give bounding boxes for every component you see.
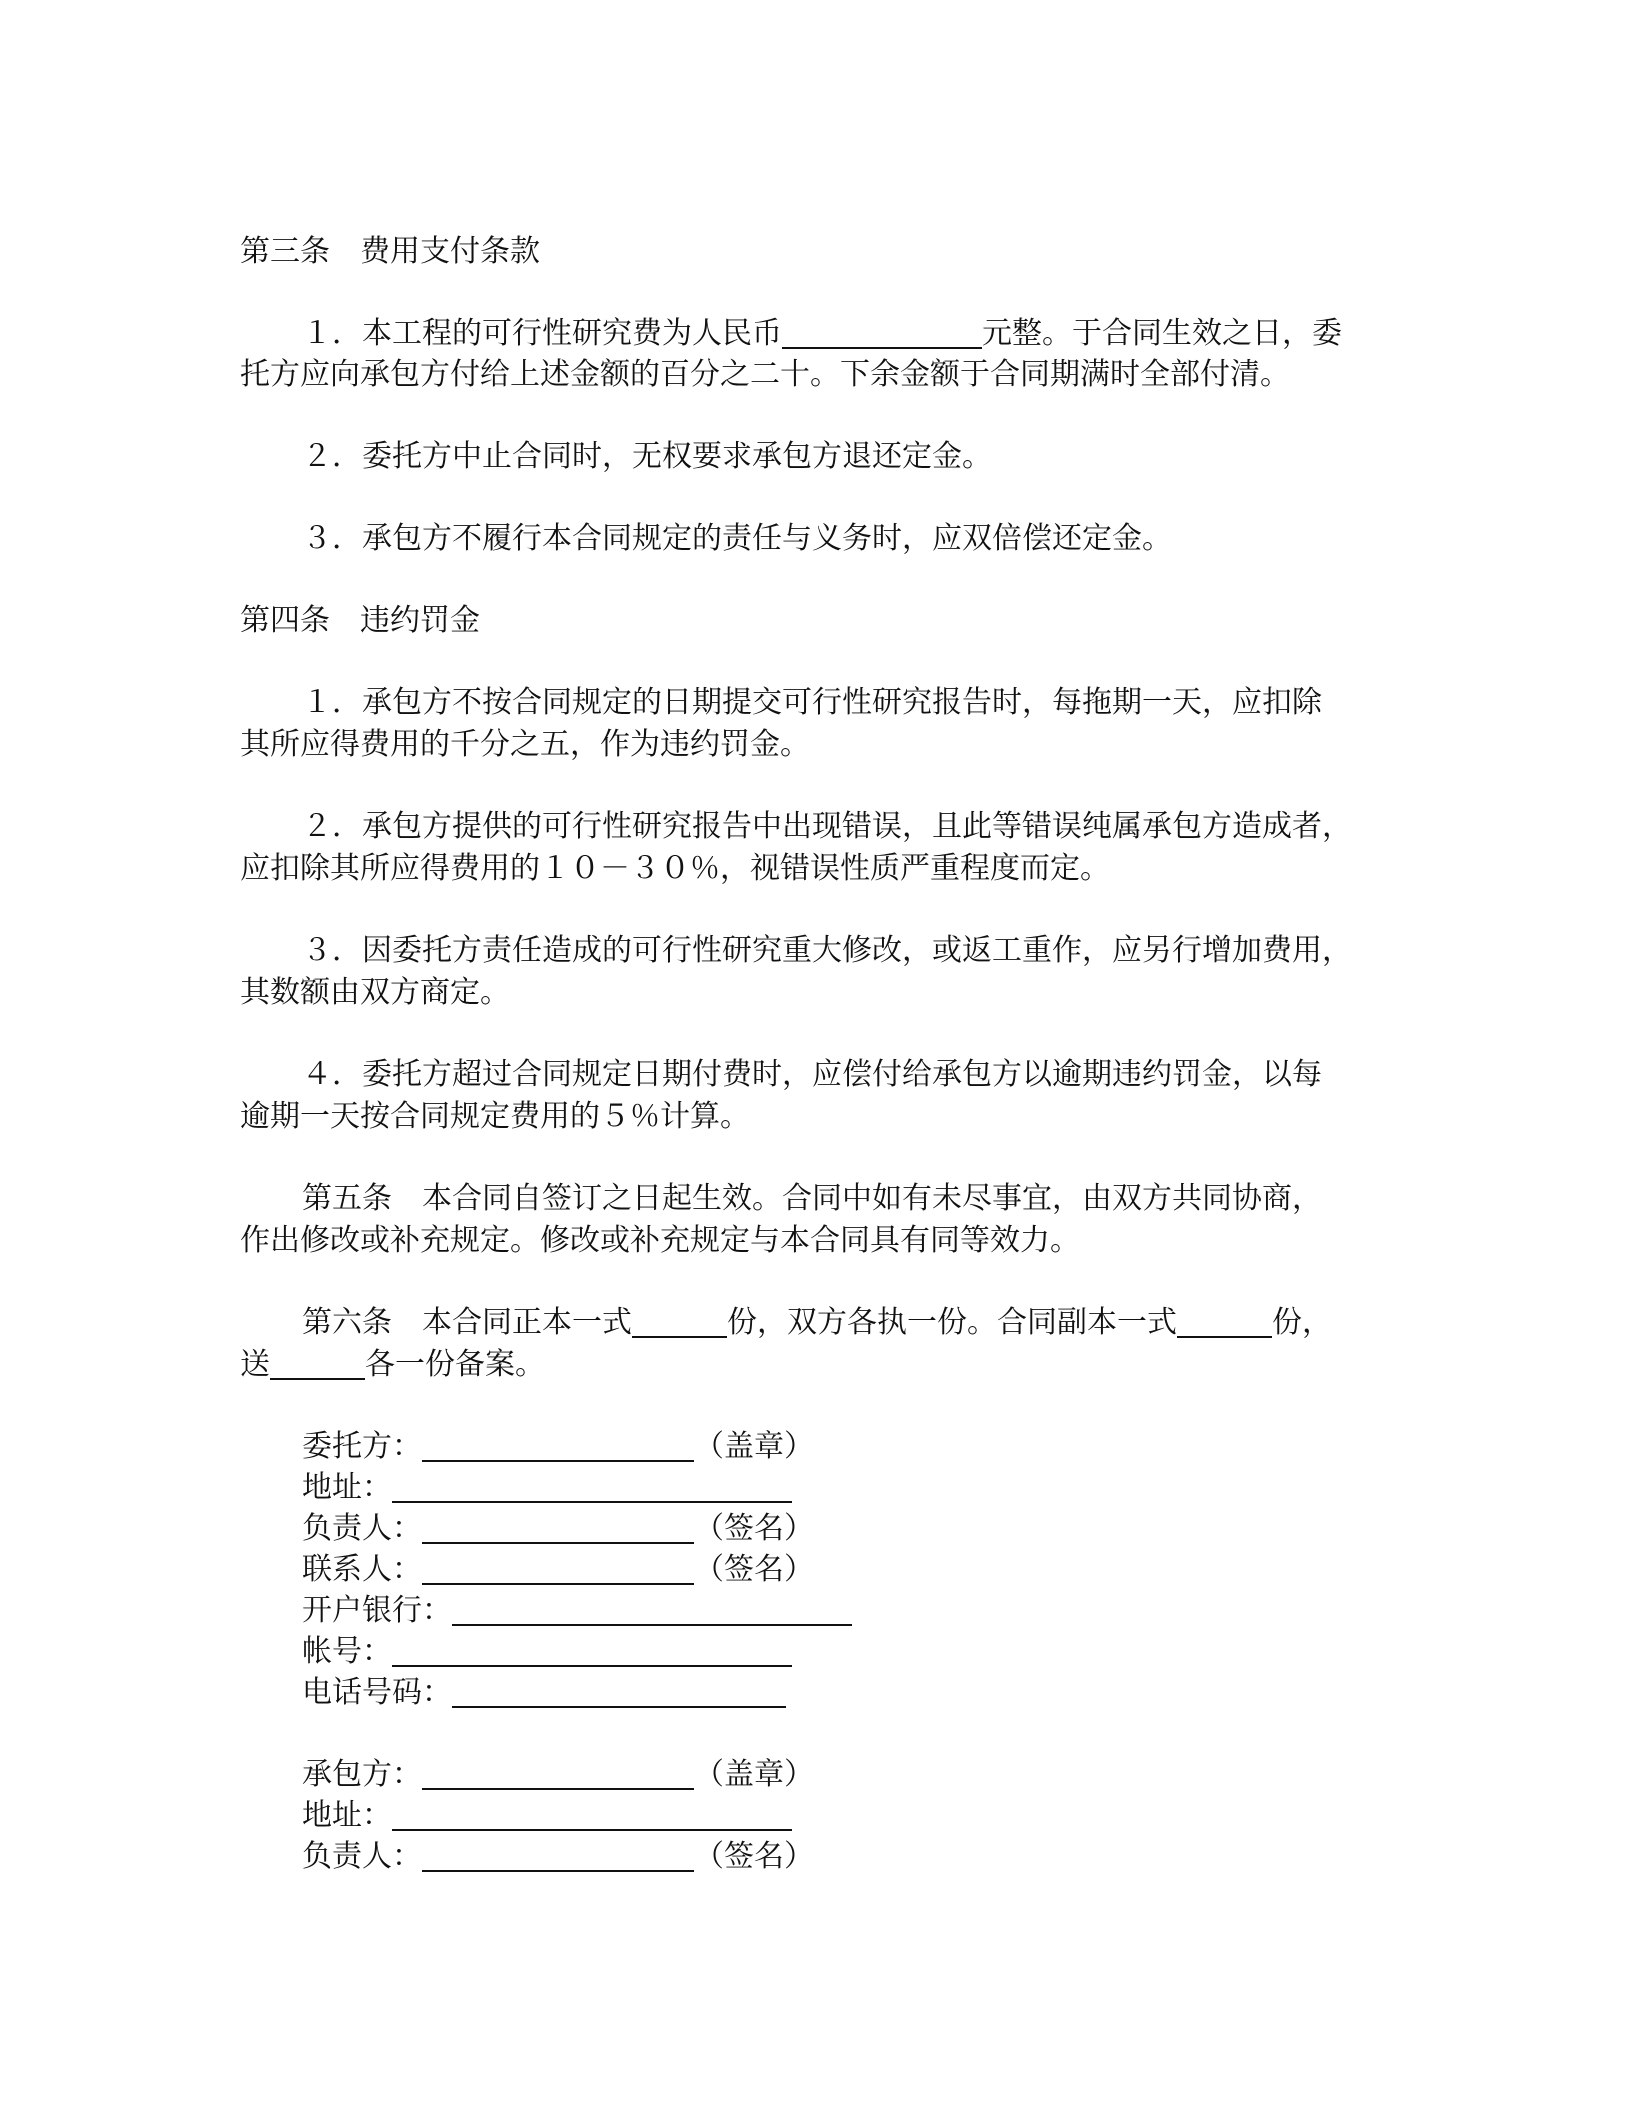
client-seal-label: （盖章） xyxy=(694,1429,814,1464)
client-contact-blank xyxy=(422,1553,694,1585)
contractor-address-row xyxy=(302,1795,1452,1837)
contractor-principal-label: 负责人： xyxy=(302,1839,422,1874)
contractor-seal-label: （盖章） xyxy=(694,1757,814,1792)
client-party-label: 委托方： xyxy=(302,1429,422,1464)
article5-line1: 第五条 本合同自签订之日起生效。合同中如有未尽事宜，由双方共同协商， xyxy=(302,1181,1322,1216)
article4-item2-line2: 应扣除其所应得费用的１０－３０％，视错误性质严重程度而定。 xyxy=(240,851,1110,886)
client-principal-row xyxy=(302,1508,1452,1550)
client-address-row xyxy=(302,1467,1452,1509)
client-account-blank xyxy=(392,1635,792,1667)
client-party-row xyxy=(302,1426,1452,1468)
article4-item1-line1: １．承包方不按合同规定的日期提交可行性研究报告时，每拖期一天，应扣除 xyxy=(302,685,1322,720)
article3-item3: ３．承包方不履行本合同规定的责任与义务时，应双倍偿还定金。 xyxy=(302,521,1172,556)
article4-item4-line1: ４．委托方超过合同规定日期付费时，应偿付给承包方以逾期违约罚金，以每 xyxy=(302,1057,1322,1092)
contractor-address-blank xyxy=(392,1799,792,1831)
client-principal-blank xyxy=(422,1512,694,1544)
client-principal-sign-label: （签名） xyxy=(694,1511,814,1546)
amount-blank xyxy=(782,317,982,349)
article4-item2-line1: ２．承包方提供的可行性研究报告中出现错误，且此等错误纯属承包方造成者， xyxy=(302,809,1352,844)
client-address-blank xyxy=(392,1471,792,1503)
article6-text-a: 第六条 本合同正本一式 xyxy=(302,1305,632,1340)
client-bank-label: 开户银行： xyxy=(302,1593,452,1628)
contractor-principal-blank xyxy=(422,1840,694,1872)
client-phone-label: 电话号码： xyxy=(302,1675,452,1710)
client-account-label: 帐号： xyxy=(302,1634,392,1669)
client-phone-blank xyxy=(452,1676,786,1708)
article5-line2: 作出修改或补充规定。修改或补充规定与本合同具有同等效力。 xyxy=(240,1223,1080,1258)
article3-item2: ２．委托方中止合同时，无权要求承包方退还定金。 xyxy=(302,439,992,474)
article6-line2 xyxy=(240,1344,1390,1386)
client-contact-sign-label: （签名） xyxy=(694,1552,814,1587)
client-party-blank xyxy=(422,1430,694,1462)
contractor-principal-sign-label: （签名） xyxy=(694,1839,814,1874)
article6-line1 xyxy=(302,1302,1452,1344)
contractor-principal-row xyxy=(302,1836,1452,1878)
client-contact-row xyxy=(302,1549,1452,1591)
client-phone-row xyxy=(302,1672,1452,1714)
filing-recipient-blank xyxy=(270,1348,365,1380)
article3-item1-line1 xyxy=(302,313,1452,355)
article6-line2-text-a: 送 xyxy=(240,1347,270,1382)
client-address-label: 地址： xyxy=(302,1470,392,1505)
client-account-row xyxy=(302,1631,1452,1673)
contractor-party-blank xyxy=(422,1758,694,1790)
client-bank-row xyxy=(302,1590,1452,1632)
article3-item1-text-b: 元整。于合同生效之日，委 xyxy=(982,316,1342,351)
original-copies-blank xyxy=(632,1306,727,1338)
article4-heading: 第四条 违约罚金 xyxy=(240,603,480,638)
article4-item3-line1: ３．因委托方责任造成的可行性研究重大修改，或返工重作，应另行增加费用， xyxy=(302,933,1352,968)
article3-item1-line2: 托方应向承包方付给上述金额的百分之二十。下余金额于合同期满时全部付清。 xyxy=(240,357,1290,392)
client-bank-blank xyxy=(452,1594,852,1626)
contractor-party-label: 承包方： xyxy=(302,1757,422,1792)
article6-text-b: 份，双方各执一份。合同副本一式 xyxy=(727,1305,1177,1340)
duplicate-copies-blank xyxy=(1177,1306,1272,1338)
contractor-address-label: 地址： xyxy=(302,1798,392,1833)
contractor-party-row xyxy=(302,1754,1452,1796)
client-principal-label: 负责人： xyxy=(302,1511,422,1546)
article4-item1-line2: 其所应得费用的千分之五，作为违约罚金。 xyxy=(240,727,810,762)
article6-text-c: 份， xyxy=(1272,1305,1332,1340)
client-contact-label: 联系人： xyxy=(302,1552,422,1587)
article6-line2-text-b: 各一份备案。 xyxy=(365,1347,545,1382)
article3-item1-text-a: １．本工程的可行性研究费为人民币 xyxy=(302,316,782,351)
article4-item3-line2: 其数额由双方商定。 xyxy=(240,975,510,1010)
article3-heading: 第三条 费用支付条款 xyxy=(240,234,540,269)
article4-item4-line2: 逾期一天按合同规定费用的５％计算。 xyxy=(240,1099,750,1134)
